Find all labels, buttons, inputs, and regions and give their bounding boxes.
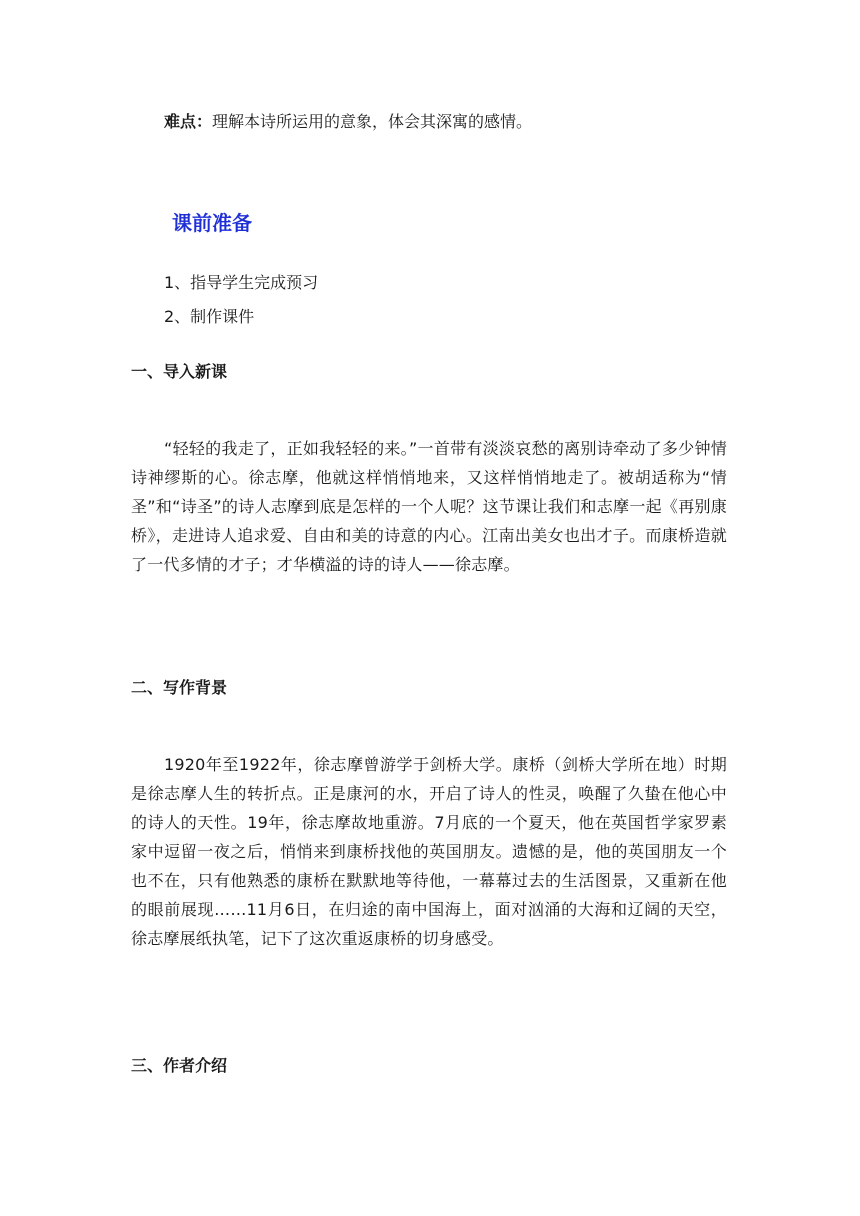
difficulty-text: 理解本诗所运用的意象，体会其深寓的感情。: [212, 112, 533, 131]
difficulty-line: [164, 112, 532, 132]
section-heading-background: 二、写作背景: [131, 678, 228, 697]
prep-item-2: 2、制作课件: [164, 307, 255, 326]
intro-paragraph: “轻轻的我走了，正如我轻轻的来。”一首带有淡淡哀愁的离别诗牵动了多少钟情诗神缪斯的心。徐志摩，他就这样悄悄地来，又这样悄悄地走了。被胡适称为“情圣”和“诗圣”的诗人志摩到底是怎样的一个人呢？这节课让我们和志摩一起《再别康桥》，走进诗人追求爱、自由和美的诗意的内心。江南出美女也出才子。而康桥造就了一代多情的才子；才华横溢的诗的诗人——徐志摩。: [131, 439, 727, 574]
prep-title: 课前准备: [172, 211, 252, 235]
section-heading-intro: 一、导入新课: [131, 362, 228, 381]
background-paragraph: 1920年至1922年，徐志摩曾游学于剑桥大学。康桥（剑桥大学所在地）时期是徐志摩人生的转折点。正是康河的水，开启了诗人的性灵，唤醒了久蛰在他心中的诗人的天性。19年，徐志摩故地重游。7月底的一个夏天，他在英国哲学家罗素家中逗留一夜之后，悄悄来到康桥找他的英国朋友。遗憾的是，他的英国朋友一个也不在，只有他熟悉的康桥在默默地等待他，一幕幕过去的生活图景，又重新在他的眼前展现……11月6日，在归途的南中国海上，面对汹涌的大海和辽阔的天空，徐志摩展纸执笔，记下了这次重返康桥的切身感受。: [131, 755, 727, 948]
prep-item-1: 1、指导学生完成预习: [164, 273, 319, 292]
difficulty-label: 难点：: [164, 112, 213, 131]
section-heading-author: 三、作者介绍: [131, 1056, 228, 1075]
